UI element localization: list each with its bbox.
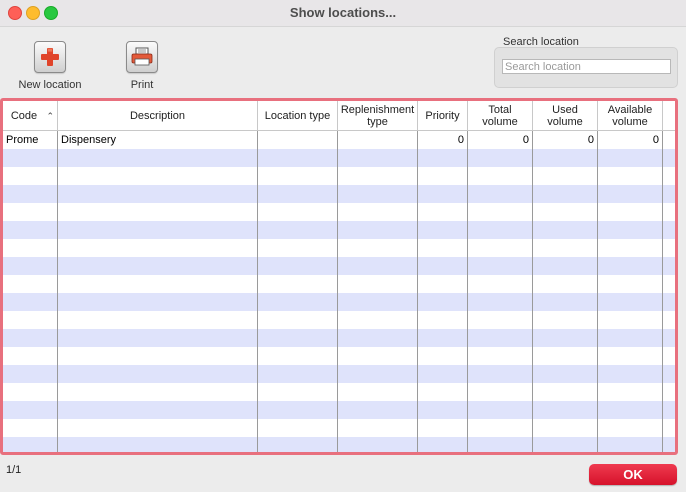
column-header-label: Replenishment type	[340, 103, 415, 128]
empty-cell	[468, 419, 533, 437]
empty-cell	[418, 275, 468, 293]
empty-table-row	[3, 365, 675, 383]
empty-cell	[468, 167, 533, 185]
empty-cell	[418, 257, 468, 275]
add-icon	[34, 41, 66, 73]
cell-replenishment-type	[338, 131, 418, 149]
empty-cell	[338, 347, 418, 365]
empty-cell	[418, 185, 468, 203]
empty-cell	[598, 203, 663, 221]
empty-cell	[533, 311, 598, 329]
empty-cell	[468, 329, 533, 347]
cell-description: Dispensery	[58, 131, 258, 149]
empty-cell	[338, 311, 418, 329]
empty-cell	[3, 149, 58, 167]
empty-cell	[533, 383, 598, 401]
title-bar	[0, 0, 686, 26]
search-location-input[interactable]	[502, 59, 671, 74]
empty-cell	[468, 347, 533, 365]
empty-cell	[533, 239, 598, 257]
empty-cell	[598, 149, 663, 167]
empty-cell	[258, 275, 338, 293]
empty-cell	[418, 419, 468, 437]
empty-cell	[468, 383, 533, 401]
empty-cell	[338, 149, 418, 167]
empty-cell	[58, 257, 258, 275]
empty-cell	[58, 239, 258, 257]
new-location-button[interactable]	[17, 41, 83, 91]
column-header-replenishment-type[interactable]	[338, 101, 418, 130]
empty-cell	[258, 293, 338, 311]
empty-cell	[418, 311, 468, 329]
empty-cell	[598, 185, 663, 203]
empty-cell	[3, 221, 58, 239]
cell-priority: 0	[418, 131, 468, 149]
column-header-label: Available volume	[607, 103, 653, 128]
new-location-label: New location	[18, 79, 82, 91]
empty-cell	[3, 185, 58, 203]
empty-cell	[3, 167, 58, 185]
title-divider	[0, 26, 686, 27]
empty-cell	[663, 383, 675, 401]
empty-cell	[533, 347, 598, 365]
empty-cell	[663, 185, 675, 203]
empty-table-row	[3, 149, 675, 167]
empty-cell	[598, 383, 663, 401]
column-header-filler	[663, 101, 675, 130]
empty-cell	[418, 221, 468, 239]
empty-cell	[468, 437, 533, 455]
empty-cell	[598, 365, 663, 383]
empty-cell	[468, 365, 533, 383]
empty-cell	[663, 239, 675, 257]
empty-cell	[58, 347, 258, 365]
ok-button[interactable]: OK	[589, 464, 677, 485]
cell-location-type	[258, 131, 338, 149]
cell-used-volume: 0	[533, 131, 598, 149]
empty-cell	[533, 257, 598, 275]
empty-cell	[418, 149, 468, 167]
empty-cell	[258, 203, 338, 221]
table-header	[3, 101, 675, 131]
empty-table-row	[3, 239, 675, 257]
empty-cell	[598, 239, 663, 257]
empty-cell	[338, 221, 418, 239]
empty-cell	[338, 401, 418, 419]
empty-cell	[258, 185, 338, 203]
empty-cell	[663, 167, 675, 185]
empty-cell	[58, 311, 258, 329]
empty-cell	[533, 221, 598, 239]
empty-cell	[58, 293, 258, 311]
empty-cell	[533, 275, 598, 293]
empty-cell	[598, 437, 663, 455]
empty-cell	[338, 167, 418, 185]
empty-cell	[663, 275, 675, 293]
empty-cell	[58, 383, 258, 401]
empty-cell	[533, 293, 598, 311]
empty-cell	[663, 329, 675, 347]
empty-cell	[598, 167, 663, 185]
empty-cell	[468, 293, 533, 311]
empty-cell	[338, 329, 418, 347]
column-header-label: Description	[129, 109, 186, 122]
empty-cell	[468, 185, 533, 203]
empty-table-row	[3, 311, 675, 329]
empty-cell	[663, 221, 675, 239]
page-indicator: 1/1	[6, 464, 22, 476]
empty-cell	[598, 419, 663, 437]
empty-cell	[3, 275, 58, 293]
empty-table-row	[3, 383, 675, 401]
empty-cell	[468, 221, 533, 239]
empty-cell	[338, 275, 418, 293]
empty-cell	[468, 311, 533, 329]
empty-cell	[533, 365, 598, 383]
empty-cell	[663, 401, 675, 419]
empty-cell	[418, 293, 468, 311]
empty-cell	[468, 149, 533, 167]
empty-cell	[663, 203, 675, 221]
empty-cell	[468, 275, 533, 293]
empty-cell	[338, 203, 418, 221]
table-row[interactable]	[3, 131, 675, 149]
empty-cell	[258, 167, 338, 185]
empty-cell	[468, 203, 533, 221]
empty-cell	[3, 311, 58, 329]
window-title: Show locations...	[289, 5, 397, 20]
empty-cell	[418, 437, 468, 455]
column-header-label: Code	[10, 109, 38, 122]
empty-cell	[533, 401, 598, 419]
empty-cell	[598, 347, 663, 365]
empty-cell	[418, 167, 468, 185]
empty-cell	[533, 149, 598, 167]
empty-cell	[598, 293, 663, 311]
empty-cell	[418, 239, 468, 257]
empty-cell	[598, 275, 663, 293]
empty-cell	[418, 383, 468, 401]
column-header-priority[interactable]	[418, 101, 468, 130]
empty-cell	[338, 365, 418, 383]
column-header-total-volume[interactable]	[468, 101, 533, 130]
empty-cell	[3, 203, 58, 221]
empty-cell	[338, 257, 418, 275]
empty-cell	[338, 239, 418, 257]
cell-filler	[663, 131, 675, 149]
column-header-code[interactable]	[3, 101, 58, 130]
empty-cell	[533, 185, 598, 203]
empty-cell	[663, 293, 675, 311]
column-header-label: Priority	[425, 109, 460, 122]
empty-cell	[663, 365, 675, 383]
empty-cell	[258, 257, 338, 275]
empty-cell	[598, 221, 663, 239]
empty-cell	[3, 365, 58, 383]
empty-table-row	[3, 275, 675, 293]
empty-cell	[338, 437, 418, 455]
printer-icon	[126, 41, 158, 73]
empty-cell	[3, 383, 58, 401]
empty-cell	[663, 419, 675, 437]
empty-table-row	[3, 257, 675, 275]
empty-cell	[3, 419, 58, 437]
empty-cell	[533, 203, 598, 221]
empty-cell	[598, 401, 663, 419]
empty-cell	[663, 257, 675, 275]
empty-table-row	[3, 347, 675, 365]
column-header-label: Location type	[264, 109, 331, 122]
empty-cell	[258, 437, 338, 455]
empty-cell	[418, 329, 468, 347]
empty-cell	[468, 401, 533, 419]
print-label: Print	[130, 79, 154, 91]
column-header-label: Used volume	[547, 103, 583, 128]
empty-cell	[598, 257, 663, 275]
cell-available-volume: 0	[598, 131, 663, 149]
empty-cell	[533, 437, 598, 455]
empty-table-row	[3, 401, 675, 419]
empty-table-row	[3, 293, 675, 311]
empty-cell	[258, 311, 338, 329]
empty-cell	[258, 419, 338, 437]
empty-cell	[258, 329, 338, 347]
empty-cell	[663, 347, 675, 365]
empty-cell	[3, 401, 58, 419]
empty-table-row	[3, 185, 675, 203]
empty-cell	[598, 311, 663, 329]
empty-cell	[3, 329, 58, 347]
empty-cell	[533, 419, 598, 437]
empty-cell	[258, 347, 338, 365]
search-location-title: Search location	[503, 36, 579, 48]
empty-cell	[258, 383, 338, 401]
empty-cell	[58, 203, 258, 221]
empty-cell	[58, 167, 258, 185]
empty-table-row	[3, 203, 675, 221]
empty-cell	[598, 329, 663, 347]
empty-cell	[58, 275, 258, 293]
empty-cell	[3, 347, 58, 365]
chevron-up-icon: ⌃	[46, 111, 54, 121]
empty-cell	[663, 437, 675, 455]
empty-table-row	[3, 221, 675, 239]
empty-cell	[418, 347, 468, 365]
empty-cell	[58, 329, 258, 347]
cell-total-volume: 0	[468, 131, 533, 149]
empty-cell	[258, 365, 338, 383]
empty-cell	[258, 239, 338, 257]
empty-cell	[58, 437, 258, 455]
empty-cell	[418, 365, 468, 383]
column-header-description[interactable]	[58, 101, 258, 130]
column-header-available-volume[interactable]	[598, 101, 663, 130]
empty-cell	[58, 185, 258, 203]
column-header-location-type[interactable]	[258, 101, 338, 130]
empty-cell	[338, 383, 418, 401]
empty-cell	[258, 221, 338, 239]
empty-rows	[3, 149, 675, 455]
empty-table-row	[3, 419, 675, 437]
empty-cell	[3, 239, 58, 257]
empty-cell	[418, 401, 468, 419]
empty-cell	[663, 149, 675, 167]
empty-cell	[533, 329, 598, 347]
empty-table-row	[3, 437, 675, 455]
empty-cell	[58, 221, 258, 239]
empty-table-row	[3, 329, 675, 347]
empty-cell	[338, 185, 418, 203]
empty-cell	[468, 257, 533, 275]
empty-cell	[58, 365, 258, 383]
empty-cell	[258, 401, 338, 419]
empty-cell	[468, 239, 533, 257]
empty-cell	[58, 401, 258, 419]
empty-cell	[258, 149, 338, 167]
search-box	[494, 47, 678, 88]
print-button[interactable]	[118, 41, 166, 91]
empty-cell	[3, 437, 58, 455]
empty-cell	[663, 311, 675, 329]
empty-cell	[3, 293, 58, 311]
column-header-label: Total volume	[482, 103, 518, 128]
empty-cell	[338, 419, 418, 437]
empty-cell	[533, 167, 598, 185]
locations-table[interactable]	[0, 98, 678, 455]
empty-cell	[3, 257, 58, 275]
empty-cell	[58, 149, 258, 167]
table-body	[3, 131, 675, 455]
search-group	[494, 33, 678, 88]
cell-code: Prome	[3, 131, 58, 149]
empty-cell	[338, 293, 418, 311]
empty-table-row	[3, 167, 675, 185]
empty-cell	[58, 419, 258, 437]
empty-cell	[418, 203, 468, 221]
column-header-used-volume[interactable]	[533, 101, 598, 130]
